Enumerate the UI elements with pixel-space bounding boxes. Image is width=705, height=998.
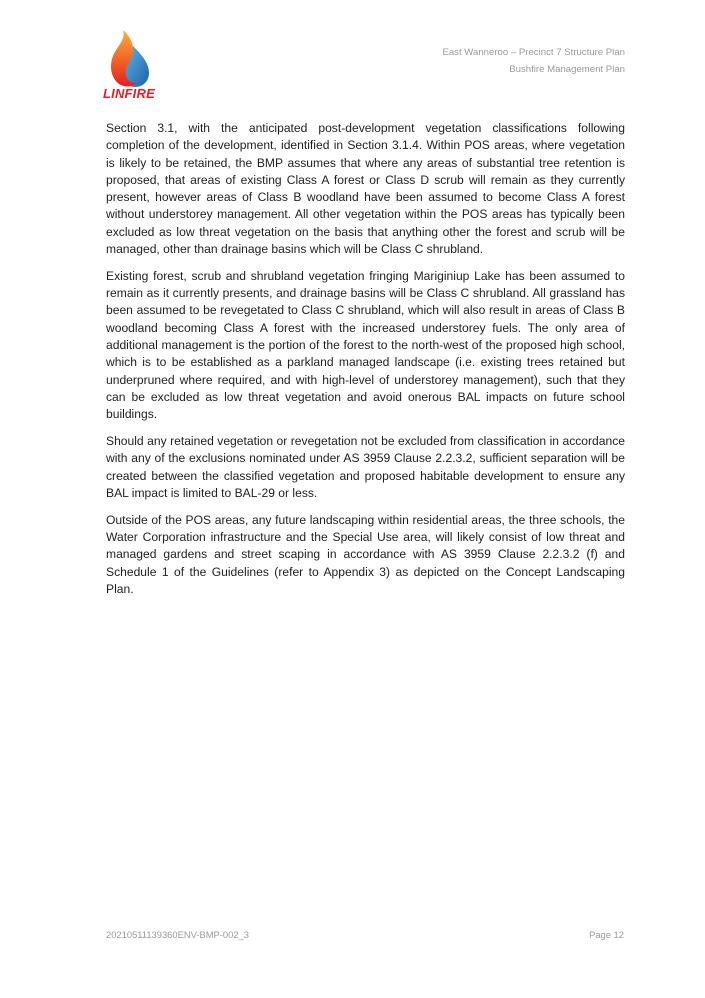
footer-page-number: Page 12: [589, 929, 624, 940]
logo-wordmark: LINFIRE: [103, 86, 155, 101]
header-project-title: East Wanneroo – Precinct 7 Structure Plan: [442, 47, 625, 58]
body-text: [106, 120, 625, 608]
document-header: [442, 44, 625, 78]
footer-document-reference: 20210511139360ENV-BMP-002_3: [106, 929, 249, 940]
paragraph: Outside of the POS areas, any future landscaping within residential areas, the three schools, the Water Corporation infrastructure and the Special Use area, will likely consist of low threat and managed gardens and street scaping in accordance with AS 3959 Clause 2.2.3.2 (f) and Schedule 1 of the Guidelines (refer to Appendix 3) as depicted on the Concept Landscaping Plan.: [106, 512, 625, 596]
paragraph: Section 3.1, with the anticipated post-development vegetation classifications following completion of the development, identified in Section 3.1.4. Within POS areas, where vegetation is likely to be retained, the BMP assumes that where any areas of substantial tree retention is proposed, that areas of existing Class A forest or Class D scrub will remain as they currently present, however areas of Class B woodland have been assumed to become Class A forest without understorey management. All other vegetation within the POS areas has typically been excluded as low threat vegetation on the basis that anything other the forest and scrub will be managed, other than drainage basins which will be Class C shrubland.: [106, 121, 625, 257]
paragraph: Existing forest, scrub and shrubland vegetation fringing Mariginiup Lake has been assumed to remain as it currently presents, and drainage basins will be Class C shrubland. All grassland has been assumed to be revegetated to Class C shrubland, which will also result in areas of Class B woodland becoming Class A forest with the increased understorey fuels. The only area of additional management is the portion of the forest to the north-west of the proposed high school, which is to be established as a parkland managed landscape (i.e. existing trees retained but underpruned where required, and with high-level of understorey management), such that they can be excluded as low threat vegetation and avoid onerous BAL impacts on future school buildings.: [106, 268, 625, 422]
header-document-title: Bushfire Management Plan: [509, 64, 625, 75]
paragraph: Should any retained vegetation or revegetation not be excluded from classification in accordance with any of the exclusions nominated under AS 3959 Clause 2.2.3.2, sufficient separation will be created between the classified vegetation and proposed habitable development to ensure any BAL impact is limited to BAL-29 or less.: [106, 434, 625, 500]
